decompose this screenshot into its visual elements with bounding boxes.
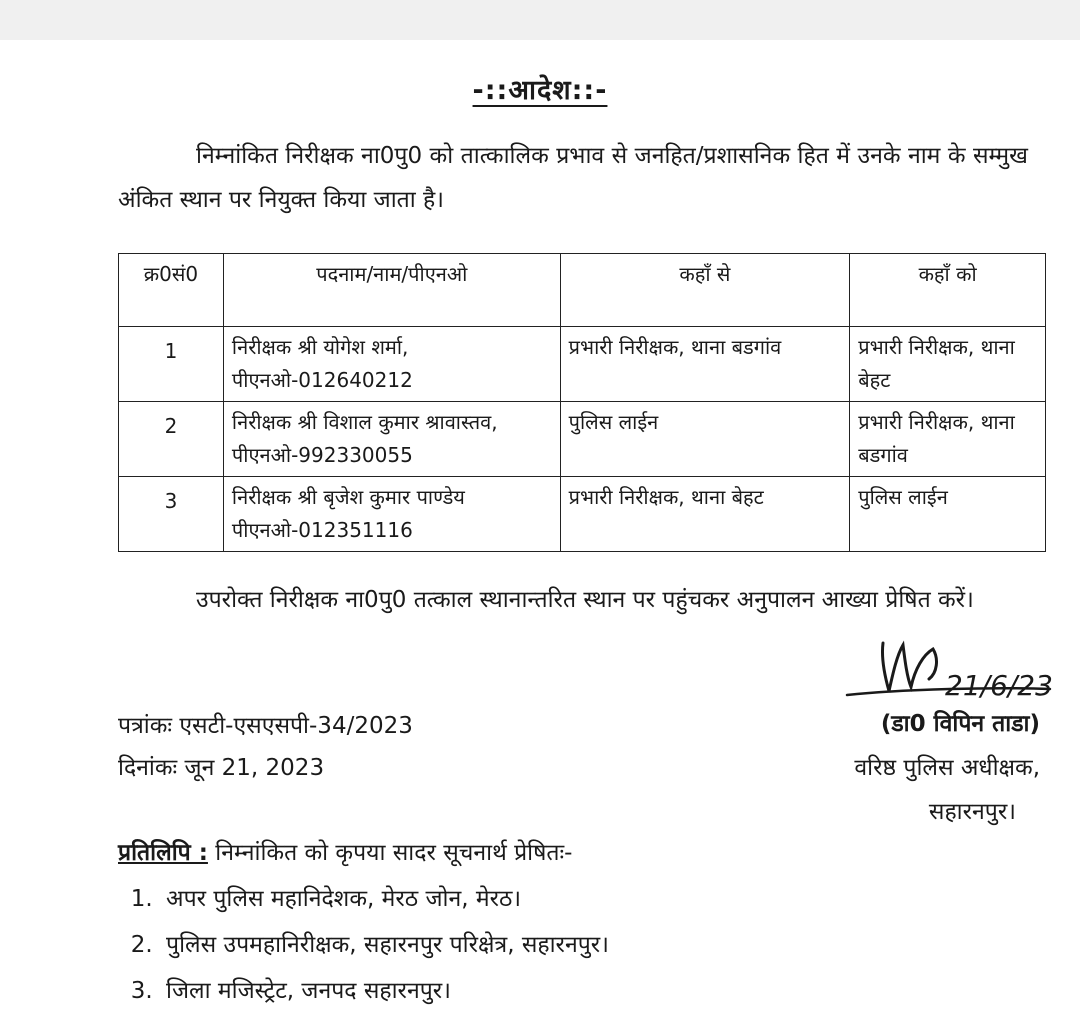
row-from: प्रभारी निरीक्षक, थाना बेहट xyxy=(560,477,850,552)
order-document xyxy=(0,40,1080,1004)
officer-pno: पीएनओ-012351116 xyxy=(231,518,413,542)
cc-list xyxy=(118,876,609,1014)
table-row xyxy=(119,477,1046,552)
list-item: 3. जिला मजिस्ट्रेट, जनपद सहारनपुर। xyxy=(160,968,609,1014)
row-to: प्रभारी निरीक्षक, थाना बडगांव xyxy=(850,402,1046,477)
signature-date: 21/6/23 xyxy=(945,669,1053,702)
signatory-designation: वरिष्ठ पुलिस अधीक्षक, xyxy=(854,755,1040,781)
intro-paragraph: निम्नांकित निरीक्षक ना0पु0 को तात्कालिक प्रभाव से जनहित/प्रशासनिक हित में उनके नाम के सम्मुख अंकित स्थान पर नियुक्त किया जाता है। xyxy=(118,143,1028,213)
table-row xyxy=(119,402,1046,477)
col-header-to: कहाँ को xyxy=(850,254,1046,327)
cc-header xyxy=(118,830,609,876)
officer-name: निरीक्षक श्री योगेश शर्मा, xyxy=(231,335,409,359)
transfer-table xyxy=(118,253,1046,552)
instruction-paragraph: उपरोक्त निरीक्षक ना0पु0 तत्काल स्थानान्तरित स्थान पर पहुंचकर अनुपालन आख्या प्रेषित करें। xyxy=(196,587,974,613)
row-sn: 1 xyxy=(119,327,224,402)
signatory-name: (डा0 विपिन ताडा) xyxy=(880,711,1040,737)
row-officer xyxy=(223,402,560,477)
list-item: 1. अपर पुलिस महानिदेशक, मेरठ जोन, मेरठ। xyxy=(160,876,609,922)
table-header-row xyxy=(119,254,1046,327)
row-sn: 2 xyxy=(119,402,224,477)
reference-number: पत्रांकः एसटी-एसएसपी-34/2023 xyxy=(118,713,413,739)
list-item: 2. पुलिस उपमहानिरीक्षक, सहारनपुर परिक्षेत्र, सहारनपुर। xyxy=(160,922,609,968)
cc-label: प्रतिलिपि : xyxy=(118,840,208,866)
col-header-name: पदनाम/नाम/पीएनओ xyxy=(223,254,560,327)
row-to: प्रभारी निरीक्षक, थाना बेहट xyxy=(850,327,1046,402)
row-from: प्रभारी निरीक्षक, थाना बडगांव xyxy=(560,327,850,402)
row-from: पुलिस लाईन xyxy=(560,402,850,477)
row-to: पुलिस लाईन xyxy=(850,477,1046,552)
officer-pno: पीएनओ-992330055 xyxy=(231,443,413,467)
top-bar xyxy=(0,0,1080,40)
row-officer xyxy=(223,327,560,402)
order-date: दिनांकः जून 21, 2023 xyxy=(118,755,325,781)
officer-name: निरीक्षक श्री बृजेश कुमार पाण्डेय xyxy=(231,485,465,509)
row-sn: 3 xyxy=(119,477,224,552)
table-row xyxy=(119,327,1046,402)
officer-pno: पीएनओ-012640212 xyxy=(231,368,413,392)
signatory-city: सहारनपुर। xyxy=(928,799,1016,825)
order-heading: -::आदेश::- xyxy=(472,75,608,106)
col-header-from: कहाँ से xyxy=(560,254,850,327)
col-header-sn: क्र0सं0 xyxy=(119,254,224,327)
row-officer xyxy=(223,477,560,552)
cc-intro: निम्नांकित को कृपया सादर सूचनार्थ प्रेषितः- xyxy=(215,840,573,866)
signatory-block xyxy=(854,702,1040,825)
copy-to-section xyxy=(118,830,609,1014)
officer-name: निरीक्षक श्री विशाल कुमार श्रावास्तव, xyxy=(231,410,498,434)
